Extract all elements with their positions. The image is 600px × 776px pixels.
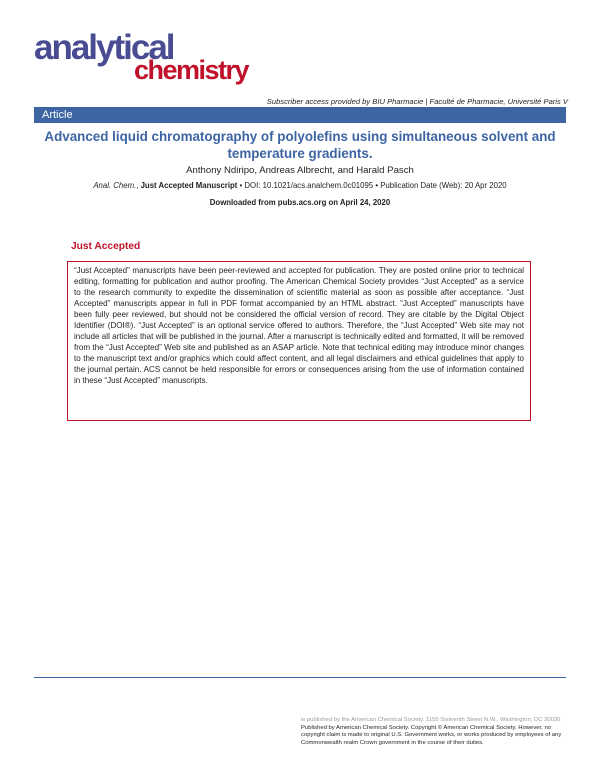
footer-divider: [34, 677, 566, 678]
citation-separator: ,: [136, 181, 141, 190]
journal-logo: [34, 30, 274, 86]
author-list: Anthony Ndiripo, Andreas Albrecht, and Harald Pasch: [186, 165, 414, 176]
just-accepted-notice-box: [67, 261, 531, 421]
just-accepted-heading: Just Accepted: [71, 241, 141, 252]
copyright-statement: Published by American Chemical Society. Copyright © American Chemical Society. However, no copyright claim is made to original U.S. Government works, or works produced by employees of any Commonwealth realm Crown government in the course of their duties.: [301, 724, 562, 747]
manuscript-status: Just Accepted Manuscript: [140, 181, 238, 190]
article-title: Advanced liquid chromatography of polyolefins using simultaneous solvent and temperature gradients.: [44, 129, 556, 161]
logo-word-chemistry: chemistry: [134, 55, 249, 85]
journal-abbrev: Anal. Chem.: [93, 181, 137, 190]
doi-and-date[interactable]: • DOI: 10.1021/acs.analchem.0c01095 • Publication Date (Web): 20 Apr 2020: [237, 181, 507, 190]
section-bar: [34, 107, 566, 123]
subscriber-access-note: Subscriber access provided by BIU Pharmacie | Faculté de Pharmacie, Université Paris V: [266, 97, 568, 106]
logo-word-analytical: analytical: [34, 28, 174, 67]
download-notice: Downloaded from pubs.acs.org on April 24, 2020: [209, 198, 391, 207]
just-accepted-body: “Just Accepted” manuscripts have been peer-reviewed and accepted for publication. They are posted online prior to technical editing, formatting for publication and author proofing. The American Chemical Society provides “Just Accepted” as a service to the research community to expedite the dissemination of scientific material as soon as possible after acceptance. “Just Accepted” manuscripts appear in full in PDF format accompanied by an HTML abstract. “Just Accepted” manuscripts have been fully peer reviewed, but should not be considered the official version of record. They are citable by the Digital Object Identifier (DOI®). “Just Accepted” is an optional service offered to authors. Therefore, the “Just Accepted” Web site may not include all articles that will be published in the journal. After a manuscript is technically edited and formatted, it will be removed from the “Just Accepted” Web site and published as an ASAP article. Note that technical editing may introduce minor changes to the manuscript text and/or graphics which could affect content, and all legal disclaimers and ethical guidelines that apply to the journal pertain. ACS cannot be held responsible for errors or consequences arising from the use of information contained in these “Just Accepted” manuscripts.: [74, 266, 524, 385]
publisher-address: is published by the American Chemical Society. 1155 Sixteenth Street N.W., Washington, DC 20036: [301, 717, 561, 723]
citation-line: [34, 181, 566, 190]
publisher-footer: [301, 717, 571, 748]
section-label: Article: [42, 109, 73, 121]
